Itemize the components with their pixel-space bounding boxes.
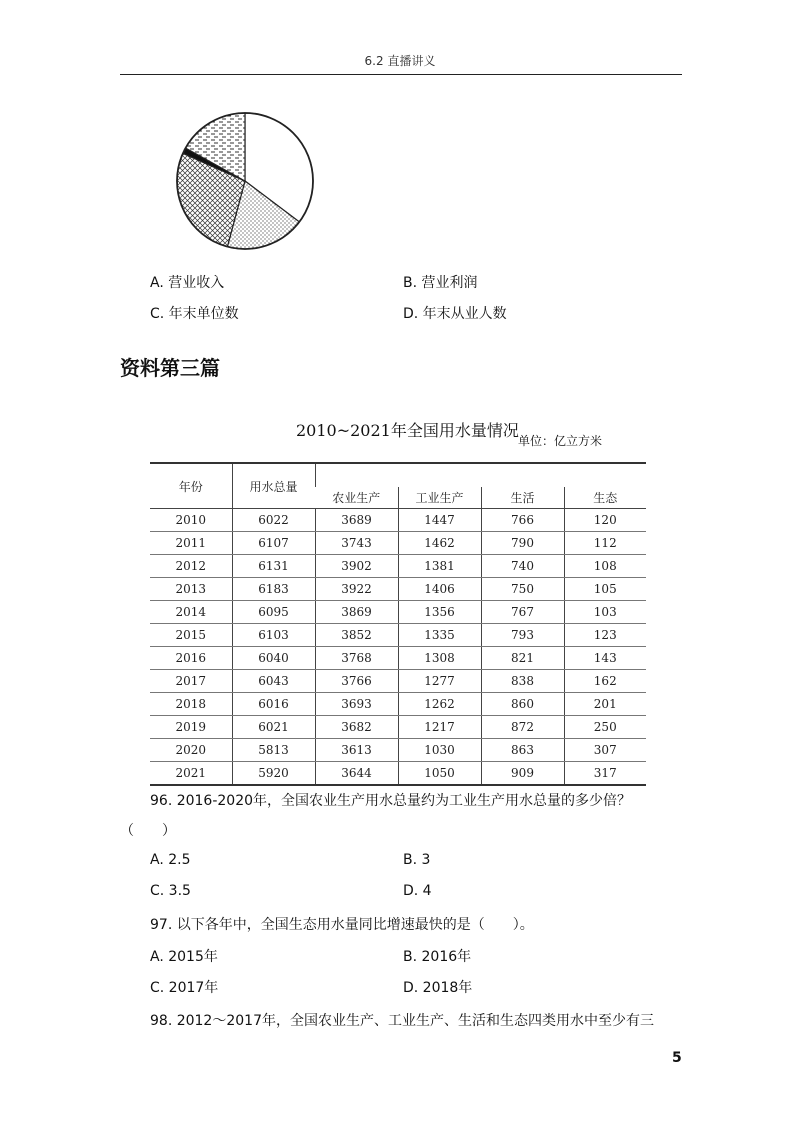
table-cell: 766: [481, 509, 564, 532]
q96-paren: （ ）: [120, 823, 176, 839]
table-unit: 单位：亿立方米: [518, 434, 603, 448]
table-row: [150, 601, 646, 624]
table-cell: 2013: [150, 578, 232, 601]
table-cell: 1335: [398, 624, 481, 647]
table-cell: 6043: [232, 670, 315, 693]
table-cell: 1356: [398, 601, 481, 624]
q97-stem: 97. 以下各年中，全国生态用水量同比增速最快的是（ ）。: [150, 917, 534, 933]
table-cell: 3644: [315, 762, 398, 786]
table-cell: 5813: [232, 739, 315, 762]
table-cell: 3689: [315, 509, 398, 532]
table-row: [150, 509, 646, 532]
table-cell: 2011: [150, 532, 232, 555]
q97-option-d[interactable]: D. 2018年: [403, 980, 473, 996]
table-cell: 2019: [150, 716, 232, 739]
table-cell: 1050: [398, 762, 481, 786]
table-cell: 750: [481, 578, 564, 601]
table-cell: 863: [481, 739, 564, 762]
q95-option-d[interactable]: D. 年末从业人数: [403, 306, 507, 322]
table-cell: 2017: [150, 670, 232, 693]
pie-chart-figure: [170, 108, 320, 253]
table-cell: 105: [564, 578, 646, 601]
table-cell: 1277: [398, 670, 481, 693]
table-cell: 2014: [150, 601, 232, 624]
table-cell: 3682: [315, 716, 398, 739]
table-cell: 3922: [315, 578, 398, 601]
table-cell: 821: [481, 647, 564, 670]
table-cell: 6022: [232, 509, 315, 532]
table-cell: 3766: [315, 670, 398, 693]
table-cell: 1030: [398, 739, 481, 762]
table-cell: 6183: [232, 578, 315, 601]
header-industry: 工业生产: [398, 487, 481, 509]
table-cell: 3613: [315, 739, 398, 762]
page-number: 5: [672, 1050, 682, 1066]
table-row: [150, 762, 646, 786]
table-cell: 872: [481, 716, 564, 739]
q95-option-b[interactable]: B. 营业利润: [403, 275, 478, 291]
table-cell: 1462: [398, 532, 481, 555]
table-cell: 5920: [232, 762, 315, 786]
table-row: [150, 670, 646, 693]
table-cell: 1447: [398, 509, 481, 532]
table-cell: 6107: [232, 532, 315, 555]
q97-option-b[interactable]: B. 2016年: [403, 949, 472, 965]
q96-option-a[interactable]: A. 2.5: [150, 852, 191, 868]
table-cell: 120: [564, 509, 646, 532]
table-cell: 1406: [398, 578, 481, 601]
table-cell: 103: [564, 601, 646, 624]
table-cell: 3693: [315, 693, 398, 716]
table-cell: 1381: [398, 555, 481, 578]
table-cell: 2010: [150, 509, 232, 532]
table-cell: 317: [564, 762, 646, 786]
table-cell: 1308: [398, 647, 481, 670]
section-title: 资料第三篇: [120, 356, 220, 380]
q96-option-d[interactable]: D. 4: [403, 883, 432, 899]
table-row: [150, 693, 646, 716]
table-cell: 860: [481, 693, 564, 716]
water-usage-table: [150, 462, 646, 786]
table-title: 2010~2021年全国用水量情况: [296, 421, 519, 440]
header-agri: 农业生产: [315, 487, 398, 509]
q97-option-c[interactable]: C. 2017年: [150, 980, 219, 996]
table-cell: 2012: [150, 555, 232, 578]
table-row: [150, 739, 646, 762]
header-eco: 生态: [564, 487, 646, 509]
table-cell: 6103: [232, 624, 315, 647]
table-cell: 201: [564, 693, 646, 716]
header-rule: [120, 74, 682, 75]
table-cell: 3768: [315, 647, 398, 670]
table-cell: 790: [481, 532, 564, 555]
table-cell: 2016: [150, 647, 232, 670]
header-life: 生活: [481, 487, 564, 509]
table-row: [150, 532, 646, 555]
table-cell: 2021: [150, 762, 232, 786]
q98-stem: 98. 2012～2017年，全国农业生产、工业生产、生活和生态四类用水中至少有三: [150, 1013, 654, 1029]
table-cell: 2015: [150, 624, 232, 647]
table-cell: 793: [481, 624, 564, 647]
table-cell: 3743: [315, 532, 398, 555]
table-cell: 6095: [232, 601, 315, 624]
table-row: [150, 578, 646, 601]
running-header: 6.2 直播讲义: [364, 54, 436, 68]
table-cell: 767: [481, 601, 564, 624]
q96-option-c[interactable]: C. 3.5: [150, 883, 191, 899]
table-cell: 3869: [315, 601, 398, 624]
table-cell: 123: [564, 624, 646, 647]
header-total: 用水总量: [232, 463, 315, 509]
table-cell: 2020: [150, 739, 232, 762]
table-cell: 1262: [398, 693, 481, 716]
table-cell: 162: [564, 670, 646, 693]
table-cell: 250: [564, 716, 646, 739]
table-cell: 108: [564, 555, 646, 578]
table-cell: 6021: [232, 716, 315, 739]
table-row: [150, 624, 646, 647]
table-cell: 3902: [315, 555, 398, 578]
q95-option-c[interactable]: C. 年末单位数: [150, 306, 239, 322]
header-year: 年份: [150, 463, 232, 509]
header-spacer: [315, 463, 646, 487]
table-cell: 740: [481, 555, 564, 578]
table-row: [150, 555, 646, 578]
q96-option-b[interactable]: B. 3: [403, 852, 431, 868]
table-row: [150, 647, 646, 670]
table-cell: 909: [481, 762, 564, 786]
q96-stem: 96. 2016-2020年，全国农业生产用水总量约为工业生产用水总量的多少倍？: [150, 793, 632, 809]
table-cell: 3852: [315, 624, 398, 647]
table-cell: 2018: [150, 693, 232, 716]
table-cell: 1217: [398, 716, 481, 739]
table-cell: 143: [564, 647, 646, 670]
q95-option-a[interactable]: A. 营业收入: [150, 275, 225, 291]
table-cell: 6040: [232, 647, 315, 670]
table-cell: 6016: [232, 693, 315, 716]
q97-option-a[interactable]: A. 2015年: [150, 949, 218, 965]
table-cell: 307: [564, 739, 646, 762]
table-cell: 6131: [232, 555, 315, 578]
table-cell: 112: [564, 532, 646, 555]
table-cell: 838: [481, 670, 564, 693]
table-row: [150, 716, 646, 739]
